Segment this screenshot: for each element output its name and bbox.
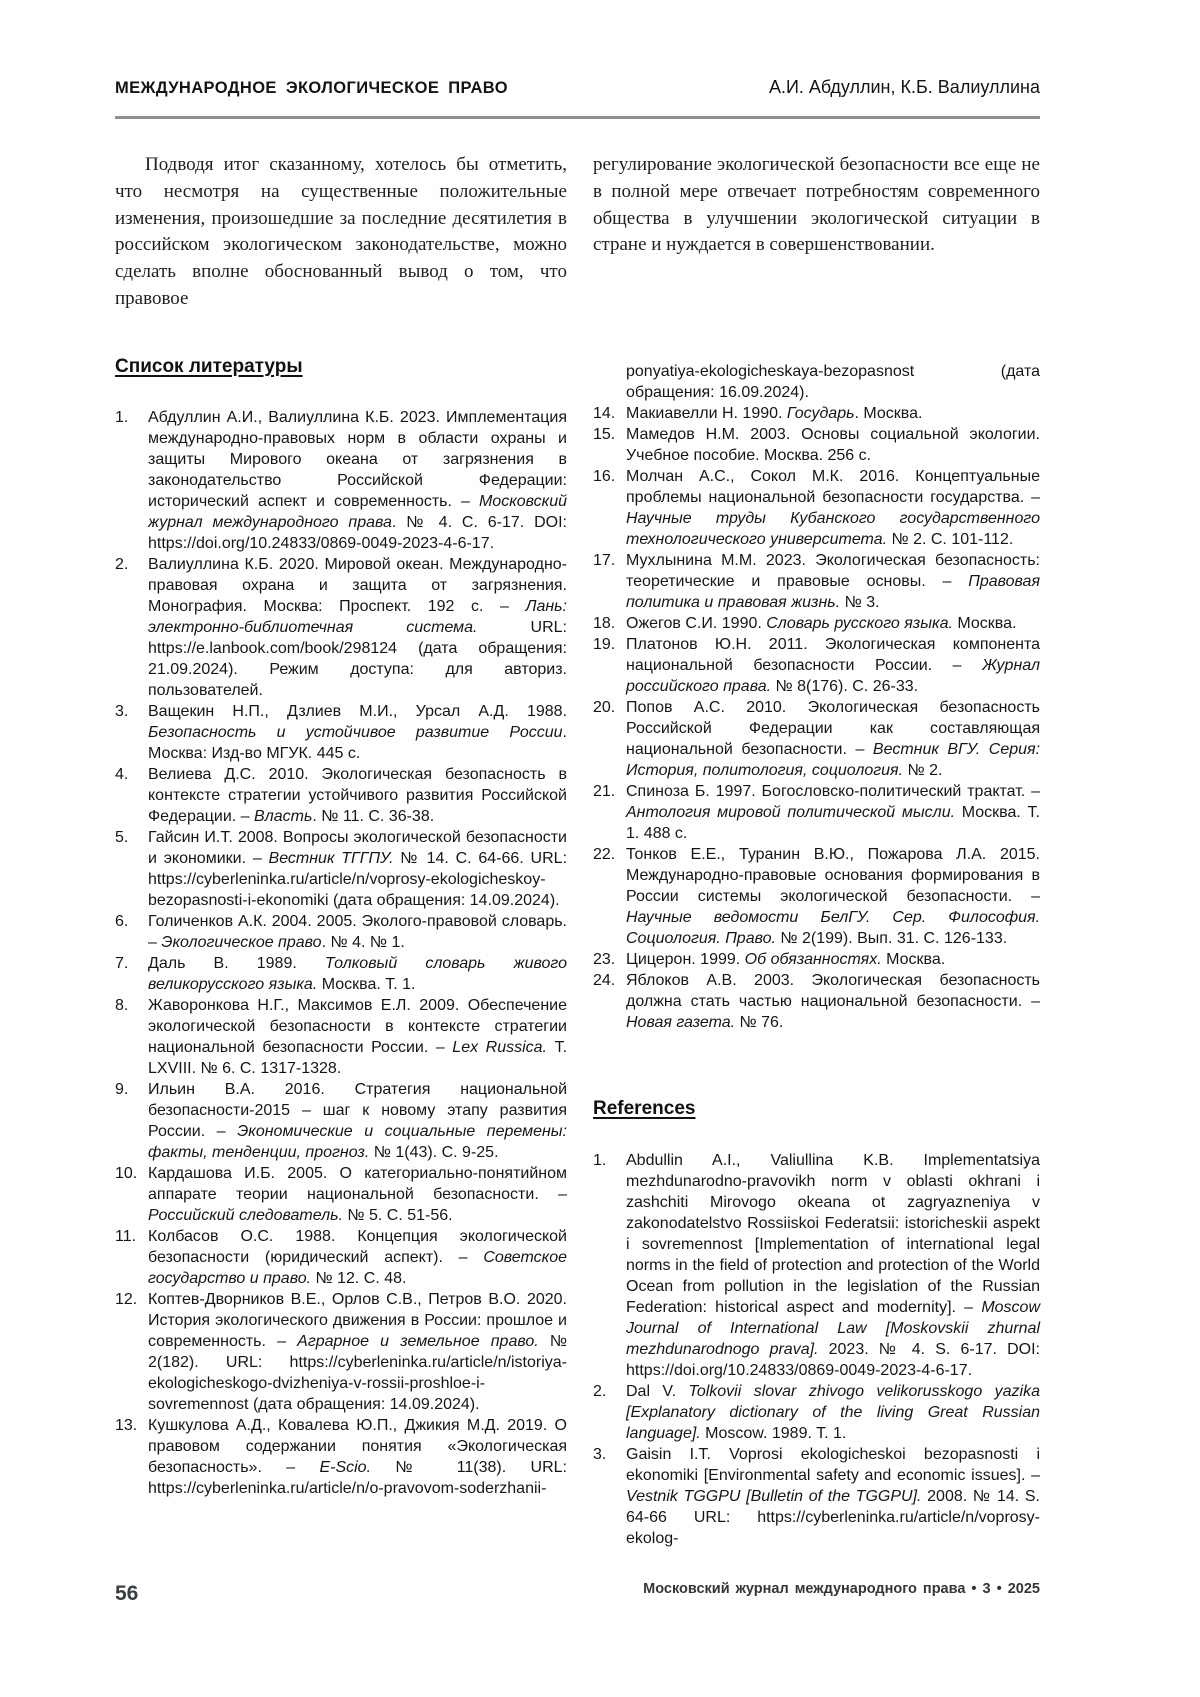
reference-text — [148, 766, 567, 825]
reference-item — [115, 1415, 567, 1499]
reference-text-segment: № 14. С. 64-66. URL: https://cyberleninka.ru/article/n/voprosy-ekologicheskoy-bezopasnosti-i-ekonomiki (дата обращения: 14.09.2024). — [148, 850, 568, 909]
reference-item — [115, 764, 567, 827]
reference-text-segment: № 11(38). URL: https://cyberleninka.ru/article/n/o-pravovom-soderzhanii- — [148, 1459, 567, 1497]
reference-source-italic: Антология мировой политической мысли. — [626, 804, 956, 821]
reference-source-italic: Научные ведомости БелГУ. Сер. Философия. Социология. Право. — [626, 909, 1040, 947]
reference-number: 2. — [593, 1383, 607, 1400]
reference-item — [593, 424, 1040, 466]
reference-text-segment: Т. LXVIII. № 6. С. 1317-1328. — [148, 1039, 568, 1077]
reference-text-segment: Москва. Т. 1. — [317, 976, 416, 993]
reference-text-segment: Gaisin I.T. Voprosi ekologicheskoi bezopasnosti i ekonomiki [Environmental safety and economic issues]. – — [626, 1446, 1040, 1484]
reference-text-segment: Мухлынина М.М. 2023. Экологическая безопасность: теоретические и правовые основы. – — [626, 552, 1040, 590]
reference-item — [593, 844, 1040, 949]
page-number: 56 — [115, 1582, 139, 1605]
reference-text-segment: . № 11. С. 36-38. — [312, 808, 435, 825]
reference-number: 16. — [593, 468, 616, 485]
reference-text-segment: № 1(43). С. 9-25. — [369, 1144, 499, 1161]
reference-number: 11. — [115, 1228, 137, 1245]
reference-source-italic: Экологическое право — [161, 934, 322, 951]
reference-number: 1. — [593, 1152, 607, 1169]
reference-item — [593, 361, 1040, 403]
reference-text-segment: № 2. С. 101-112. — [887, 531, 1014, 548]
reference-number: 7. — [115, 955, 129, 972]
reference-source-italic: Словарь русского языка. — [766, 615, 953, 632]
reference-text — [148, 1165, 567, 1224]
reference-text-segment: № 2(182). URL: https://cyberleninka.ru/article/n/istoriya-ekologicheskogo-dvizheniya-v-rossii-proshloe-i-sovremennost (дата обращения: 14.09.2024). — [148, 1333, 568, 1413]
conclusion-paragraph-right: регулирование экологической безопасности все еще не в полной мере отвечает потребностям современного общества в улучшении экологической ситуации в стране и нуждается в совершенствовании. — [593, 154, 1040, 256]
reference-text-segment: Ожегов С.И. 1990. — [626, 615, 767, 632]
reference-item — [593, 1150, 1040, 1381]
reference-number: 1. — [115, 409, 129, 426]
header-rule — [115, 116, 1040, 119]
reference-text-segment: Даль В. 1989. — [148, 955, 325, 972]
reference-source-italic: Moscow Journal of International Law [Moskovskii zhurnal mezhdunarodnogo prava]. — [626, 1299, 1040, 1358]
reference-source-italic: Лань: электронно-библиотечная система. — [148, 598, 567, 636]
footer-journal-line: Московский журнал международного права • 3 • 2025 — [643, 1581, 1040, 1597]
references-heading: References — [593, 1098, 696, 1119]
reference-item — [593, 970, 1040, 1033]
reference-number: 22. — [593, 846, 616, 863]
reference-source-italic: Об обязанностях. — [744, 951, 882, 968]
reference-item — [593, 781, 1040, 844]
reference-number: 23. — [593, 951, 616, 968]
reference-item — [593, 466, 1040, 550]
reference-item — [115, 995, 567, 1079]
reference-source-italic: Безопасность и устойчивое развитие России — [148, 724, 563, 741]
reference-item — [593, 613, 1040, 634]
reference-text-segment: Тонков Е.Е., Туранин В.Ю., Пожарова Л.А. 2015. Международно-правовые основания формирования в России системы экологической безопасности. – — [626, 846, 1040, 905]
reference-source-italic: Толковый словарь живого великорусского языка. — [148, 955, 567, 993]
reference-text-segment: Яблоков А.В. 2003. Экологическая безопасность должна стать частью национальной безопасности. – — [626, 972, 1040, 1010]
reference-text-segment: Колбасов О.С. 1988. Концепция экологической безопасности (юридический аспект). – — [148, 1228, 567, 1266]
reference-text — [148, 1291, 567, 1413]
reference-number: 2. — [115, 556, 129, 573]
reference-source-italic: Tolkovii slovar zhivogo velikorusskogo yazika [Explanatory dictionary of the living Great Russian language]. — [626, 1383, 1040, 1442]
reference-text-segment: 2023. № 4. S. 6-17. DOI: https://doi.org/10.24833/0869-0049-2023-4-6-17. — [626, 1341, 1040, 1379]
reference-source-italic: Экономические и социальные перемены: факты, тенденции, прогноз. — [148, 1123, 567, 1161]
reference-source-italic: Вестник ТГГПУ. — [268, 850, 394, 867]
reference-number: 4. — [115, 766, 129, 783]
reference-number: 3. — [115, 703, 129, 720]
reference-text — [626, 783, 1040, 842]
reference-text-segment: Ильин В.А. 2016. Стратегия национальной безопасности-2015 – шаг к новому этапу развития России. – — [148, 1081, 567, 1140]
reference-source-italic: Lex Russica. — [452, 1039, 548, 1056]
reference-number: 15. — [593, 426, 616, 443]
reference-number: 3. — [593, 1446, 607, 1463]
reference-text-segment: Попов А.С. 2010. Экологическая безопасность Российской Федерации как составляющая национальной безопасности. – — [626, 699, 1040, 758]
reference-number: 24. — [593, 972, 616, 989]
reference-source-italic: E-Scio. — [319, 1459, 372, 1476]
reference-text — [148, 409, 567, 552]
running-head-section: МЕЖДУНАРОДНОЕ ЭКОЛОГИЧЕСКОЕ ПРАВО — [115, 79, 508, 97]
reference-text-segment: Велиева Д.С. 2010. Экологическая безопасность в контексте стратегии устойчивого развития Российской Федерации. – — [148, 766, 567, 825]
bibliography-list-left — [115, 407, 567, 1499]
reference-text-segment: № 5. С. 51-56. — [342, 1207, 453, 1224]
reference-text — [626, 405, 922, 422]
reference-text-segment: Мамедов Н.М. 2003. Основы социальной экологии. Учебное пособие. Москва. 256 с. — [626, 426, 1040, 464]
reference-number: 10. — [115, 1165, 138, 1182]
reference-source-italic: Журнал российского права. — [626, 657, 1040, 695]
reference-text-segment: Гайсин И.Т. 2008. Вопросы экологической безопасности и экономики. – — [148, 829, 567, 867]
references-list — [593, 1150, 1040, 1549]
reference-text — [148, 1081, 567, 1161]
reference-text — [626, 1152, 1040, 1379]
reference-number: 19. — [593, 636, 616, 653]
reference-item — [593, 1381, 1040, 1444]
reference-text-segment: . Москва: Изд-во МГУК. 445 с. — [148, 724, 567, 762]
reference-text-segment: Moscow. 1989. T. 1. — [700, 1425, 847, 1442]
reference-item — [115, 1163, 567, 1226]
reference-item — [593, 1444, 1040, 1549]
reference-text — [148, 703, 567, 762]
reference-number: 5. — [115, 829, 129, 846]
reference-text-segment: Жаворонкова Н.Г., Максимов Е.Л. 2009. Обеспечение экологической безопасности в контексте стратегии национальной безопасности России. – — [148, 997, 567, 1056]
reference-text-segment: Цицерон. 1999. — [626, 951, 745, 968]
reference-text — [626, 468, 1040, 548]
running-head-authors: А.И. Абдуллин, К.Б. Валиуллина — [768, 77, 1040, 97]
reference-text — [626, 552, 1040, 611]
reference-text-segment: Платонов Ю.Н. 2011. Экологическая компонента национальной безопасности России. – — [626, 636, 1040, 674]
reference-source-italic: Научные труды Кубанского государственного технологического университета. — [626, 510, 1040, 548]
reference-text — [626, 972, 1040, 1031]
reference-item — [593, 949, 1040, 970]
bibliography-heading: Список литературы — [115, 356, 303, 377]
reference-text-segment: Коптев-Дворников В.Е., Орлов С.В., Петров В.О. 2020. История экологического движения в России: прошлое и современность. – — [148, 1291, 567, 1350]
reference-text — [626, 636, 1040, 695]
reference-source-italic: Vestnik TGGPU [Bulletin of the TGGPU]. — [626, 1488, 922, 1505]
reference-text-segment: ponyatiya-ekologicheskaya-bezopasnost (дата обращения: 16.09.2024). — [626, 363, 1040, 401]
reference-text — [148, 1417, 567, 1497]
reference-text-segment: № 2(199). Вып. 31. С. 126-133. — [775, 930, 1008, 947]
reference-number: 14. — [593, 405, 616, 422]
reference-item — [115, 407, 567, 554]
reference-number: 13. — [115, 1417, 138, 1434]
reference-number: 8. — [115, 997, 129, 1014]
reference-source-italic: Аграрное и земельное право. — [297, 1333, 539, 1350]
reference-item — [115, 911, 567, 953]
reference-text — [626, 615, 1016, 632]
reference-text-segment: Валиуллина К.Б. 2020. Мировой океан. Международно-правовая охрана и защита от загрязнения. Монография. Москва: Проспект. 192 с. – — [148, 556, 567, 615]
reference-text — [148, 556, 567, 699]
reference-text-segment: . № 4. № 1. — [321, 934, 405, 951]
reference-item — [115, 701, 567, 764]
reference-source-italic: Новая газета. — [626, 1014, 736, 1031]
reference-text — [626, 699, 1040, 779]
reference-source-italic: Государь — [786, 405, 855, 422]
reference-number: 12. — [115, 1291, 138, 1308]
reference-number: 20. — [593, 699, 616, 716]
reference-item — [115, 827, 567, 911]
reference-text — [148, 913, 567, 951]
reference-number: 21. — [593, 783, 616, 800]
reference-text-segment: № 8(176). С. 26-33. — [771, 678, 919, 695]
bibliography-list-right — [593, 361, 1040, 1033]
reference-number: 9. — [115, 1081, 129, 1098]
reference-text-segment: Макиавелли Н. 1990. — [626, 405, 787, 422]
reference-item — [115, 1289, 567, 1415]
reference-text — [148, 1228, 567, 1287]
reference-text-segment: Москва. Т. 1. 488 с. — [626, 804, 1040, 842]
reference-item — [115, 1226, 567, 1289]
reference-number: 18. — [593, 615, 616, 632]
reference-text-segment: № 2. — [903, 762, 943, 779]
reference-text-segment: Кушкулова А.Д., Ковалева Ю.П., Джикия М.Д. 2019. О правовом содержании понятия «Экологическая безопасность». – — [148, 1417, 567, 1476]
reference-source-italic: Власть — [254, 808, 313, 825]
reference-text — [148, 955, 567, 993]
reference-text-segment: Москва. — [952, 615, 1017, 632]
reference-text-segment: Голиченков А.К. 2004. 2005. Эколого-правовой словарь. – — [148, 913, 567, 951]
reference-item — [593, 697, 1040, 781]
reference-text-segment: Москва. — [881, 951, 946, 968]
reference-text — [626, 1383, 1040, 1442]
reference-text-segment: Ващекин Н.П., Дзлиев М.И., Урсал А.Д. 1988. — [148, 703, 567, 720]
reference-text — [148, 997, 567, 1077]
reference-text-segment: URL: https://e.lanbook.com/book/298124 (дата обращения: 21.09.2024). Режим доступа: для авториз. пользователей. — [148, 619, 567, 699]
reference-text-segment: 2008. № 14. S. 64-66 URL: https://cyberleninka.ru/article/n/voprosy-ekolog- — [626, 1488, 1041, 1547]
reference-text-segment: Abdullin A.I., Valiullina K.B. Implementatsiya mezhdunarodno-pravovikh norm v oblasti okhrani i zashchiti Mirovogo okeana ot zagryazneniya v zakonodatelstvo Rossiiskoi Federatsii: istoricheskii aspekt i sovremennost [Implementation of international legal norms in the field of protection and protection of the World Ocean from pollution in the legislation of the Russian Federation: historical aspect and modernity]. – — [626, 1152, 1040, 1316]
reference-text — [626, 846, 1040, 947]
reference-text — [148, 829, 567, 909]
reference-text-segment: № 76. — [735, 1014, 784, 1031]
reference-text-segment: Абдуллин А.И., Валиуллина К.Б. 2023. Имплементация международно-правовых норм в области охраны и защиты Мирового океана от загрязнения в законодательство Российской Федерации: исторический аспект и современность. – — [148, 409, 567, 510]
reference-item — [593, 403, 1040, 424]
reference-text-segment: Кардашова И.Б. 2005. О категориально-понятийном аппарате теории национальной безопасности. – — [148, 1165, 567, 1203]
reference-text-segment: . № 4. С. 6-17. DOI: https://doi.org/10.24833/0869-0049-2023-4-6-17. — [148, 514, 567, 552]
reference-source-italic: Правовая политика и правовая жизнь. — [626, 573, 1040, 611]
reference-number: 6. — [115, 913, 129, 930]
reference-item — [115, 554, 567, 701]
reference-item — [593, 634, 1040, 697]
reference-text-segment: Dal V. — [626, 1383, 689, 1400]
reference-text-segment: Молчан А.С., Сокол М.К. 2016. Концептуальные проблемы национальной безопасности государства. – — [626, 468, 1040, 506]
reference-source-italic: Российский следователь. — [148, 1207, 343, 1224]
reference-text-segment: № 3. — [840, 594, 880, 611]
reference-item — [593, 550, 1040, 613]
reference-source-italic: Советское государство и право. — [148, 1249, 567, 1287]
reference-text-segment: № 12. С. 48. — [311, 1270, 407, 1287]
conclusion-paragraph-left: Подводя итог сказанному, хотелось бы отметить, что несмотря на существенные положительные изменения, произошедшие за последние десятилетия в российском экологическом законодательстве, можно сделать вполне обоснованный вывод о том, что правовое — [115, 154, 567, 309]
reference-item — [115, 1079, 567, 1163]
reference-source-italic: Вестник ВГУ. Серия: История, политология, социология. — [626, 741, 1041, 779]
reference-text — [626, 951, 945, 968]
reference-source-italic: Московский журнал международного права — [148, 493, 567, 531]
reference-item — [115, 953, 567, 995]
reference-text — [626, 426, 1040, 464]
reference-text-segment: Спиноза Б. 1997. Богословско-политический трактат. – — [626, 783, 1040, 800]
reference-text-segment: . Москва. — [854, 405, 923, 422]
reference-number: 17. — [593, 552, 616, 569]
reference-text — [626, 363, 1040, 401]
reference-text — [626, 1446, 1040, 1547]
